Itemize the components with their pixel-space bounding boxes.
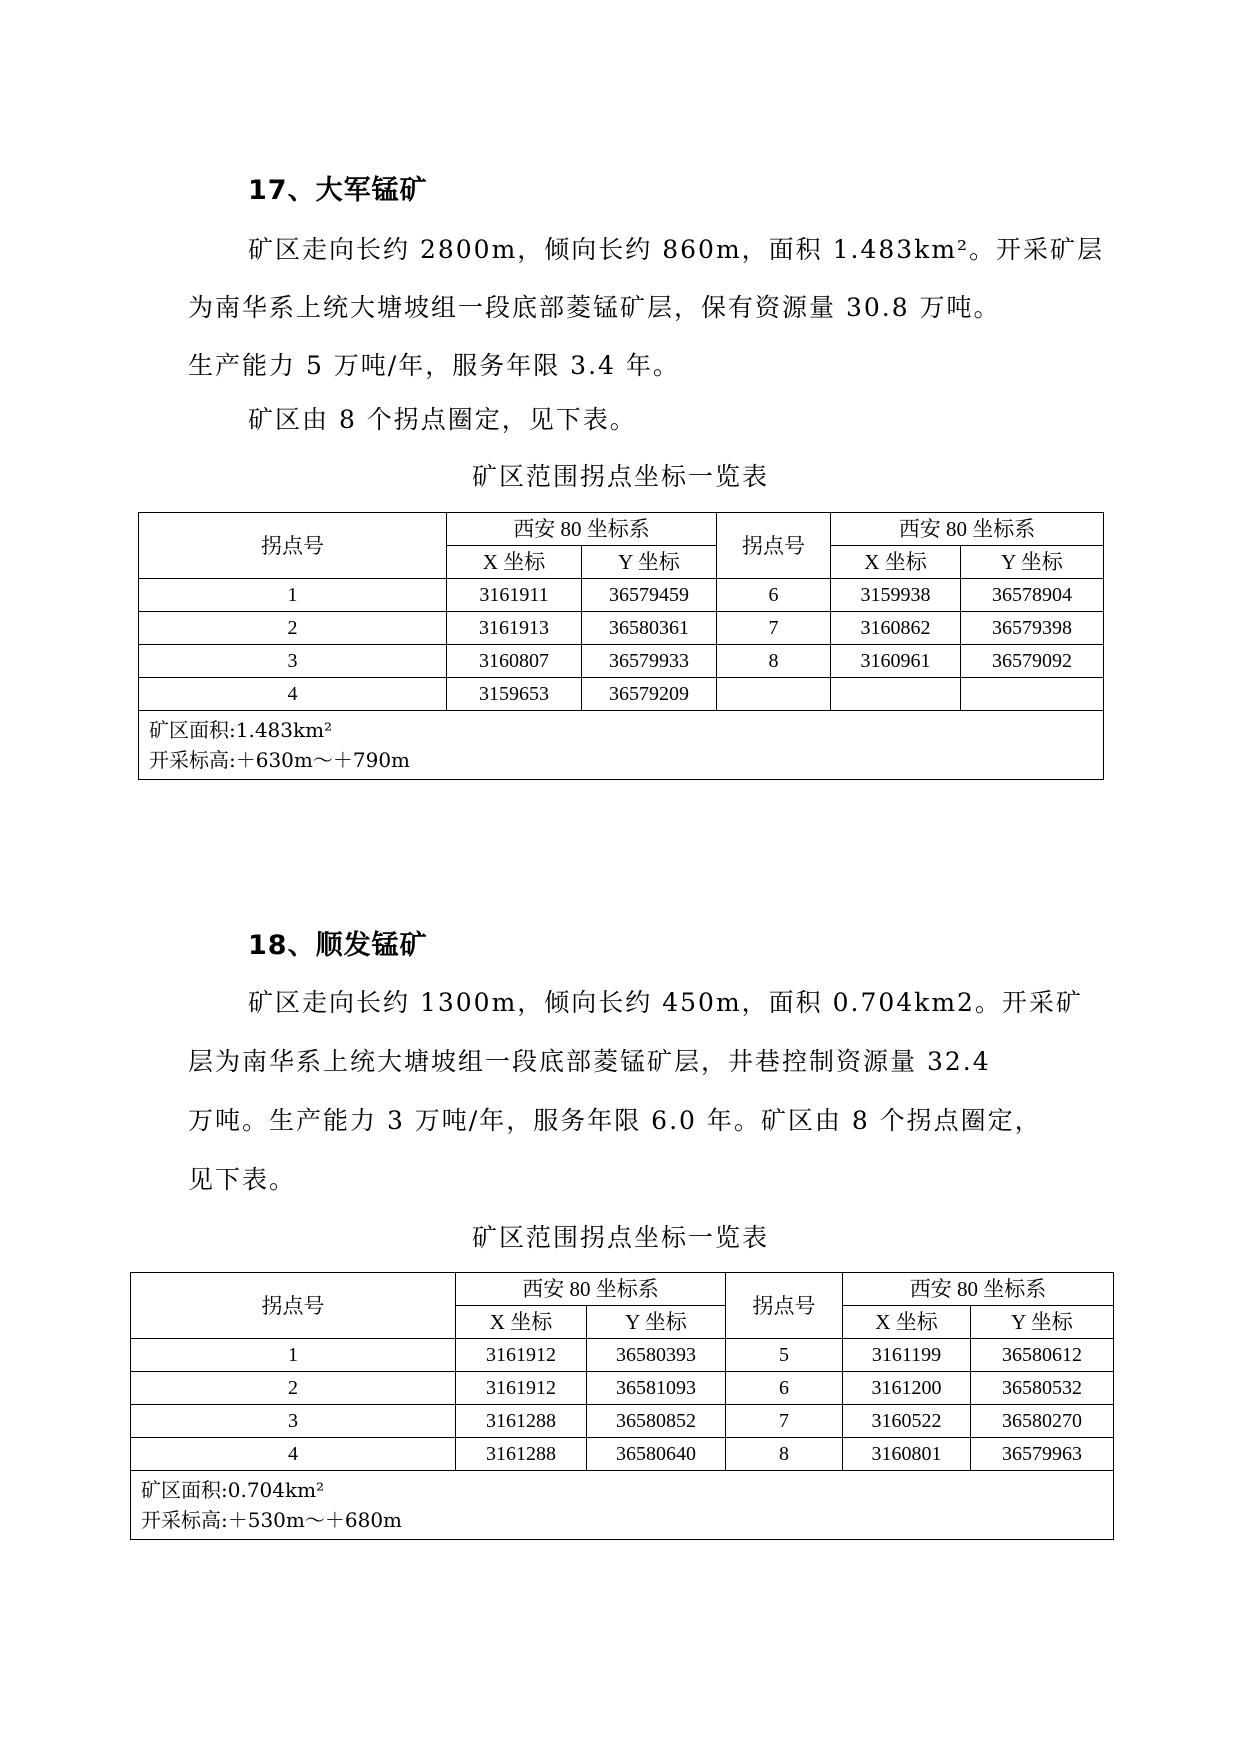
header-y: Y 坐标 <box>582 546 717 579</box>
table-row <box>131 1438 1114 1471</box>
header-point-number: 拐点号 <box>131 1273 456 1339</box>
y-value: 36578904 <box>961 579 1104 612</box>
point-number: 7 <box>726 1405 843 1438</box>
x-value: 3161912 <box>456 1339 587 1372</box>
x-value: 3161199 <box>843 1339 971 1372</box>
table-row <box>131 1405 1114 1438</box>
point-number: 3 <box>131 1405 456 1438</box>
x-value: 3159653 <box>447 678 582 711</box>
mining-area: 矿区面积:1.483km² <box>149 718 333 742</box>
header-x: X 坐标 <box>831 546 961 579</box>
header-point-number: 拐点号 <box>726 1273 843 1339</box>
y-value: 36580640 <box>587 1438 726 1471</box>
table-row <box>139 612 1104 645</box>
section-heading: 18、顺发锰矿 <box>248 930 428 961</box>
x-value: 3160862 <box>831 612 961 645</box>
point-number <box>717 678 831 711</box>
y-value: 36580532 <box>971 1372 1114 1405</box>
y-value: 36579092 <box>961 645 1104 678</box>
point-number: 6 <box>717 579 831 612</box>
y-value: 36579963 <box>971 1438 1114 1471</box>
table-note <box>131 1471 1114 1540</box>
header-y: Y 坐标 <box>971 1306 1114 1339</box>
table-note-row <box>131 1471 1114 1540</box>
point-number: 8 <box>726 1438 843 1471</box>
table-caption: 矿区范围拐点坐标一览表 <box>471 462 769 491</box>
point-number: 3 <box>139 645 447 678</box>
table-row <box>131 1372 1114 1405</box>
x-value: 3161288 <box>456 1405 587 1438</box>
x-value: 3160807 <box>447 645 582 678</box>
point-number: 8 <box>717 645 831 678</box>
table-row <box>131 1339 1114 1372</box>
header-coord-system: 西安 80 坐标系 <box>456 1273 726 1306</box>
paragraph-line: 矿区走向长约 2800m，倾向长约 860m，面积 1.483km²。开采矿层 <box>248 235 1105 264</box>
coordinate-table <box>130 1272 1114 1540</box>
point-number: 1 <box>131 1339 456 1372</box>
y-value <box>961 678 1104 711</box>
x-value <box>831 678 961 711</box>
point-number: 1 <box>139 579 447 612</box>
header-x: X 坐标 <box>456 1306 587 1339</box>
section-heading: 17、大军锰矿 <box>248 175 428 206</box>
table-row <box>139 678 1104 711</box>
y-value: 36580270 <box>971 1405 1114 1438</box>
mining-elevation: 开采标高:＋530m～＋680m <box>141 1508 403 1532</box>
table-note <box>139 711 1104 780</box>
point-number: 5 <box>726 1339 843 1372</box>
coordinate-table <box>138 512 1104 780</box>
table-header-row <box>139 513 1104 546</box>
x-value: 3160961 <box>831 645 961 678</box>
paragraph-line: 生产能力 5 万吨/年，服务年限 3.4 年。 <box>188 351 680 380</box>
y-value: 36581093 <box>587 1372 726 1405</box>
x-value: 3160522 <box>843 1405 971 1438</box>
header-y: Y 坐标 <box>961 546 1104 579</box>
x-value: 3161288 <box>456 1438 587 1471</box>
y-value: 36579459 <box>582 579 717 612</box>
y-value: 36579398 <box>961 612 1104 645</box>
y-value: 36580852 <box>587 1405 726 1438</box>
table-row <box>139 645 1104 678</box>
header-point-number: 拐点号 <box>717 513 831 579</box>
header-x: X 坐标 <box>447 546 582 579</box>
header-coord-system: 西安 80 坐标系 <box>447 513 717 546</box>
x-value: 3159938 <box>831 579 961 612</box>
header-coord-system: 西安 80 坐标系 <box>831 513 1104 546</box>
paragraph-line: 万吨。生产能力 3 万吨/年，服务年限 6.0 年。矿区由 8 个拐点圈定， <box>188 1106 1042 1135</box>
point-number: 4 <box>131 1438 456 1471</box>
paragraph-line: 见下表。 <box>188 1165 297 1194</box>
header-y: Y 坐标 <box>587 1306 726 1339</box>
point-number: 2 <box>131 1372 456 1405</box>
mining-elevation: 开采标高:＋630m～＋790m <box>149 748 411 772</box>
header-coord-system: 西安 80 坐标系 <box>843 1273 1114 1306</box>
header-point-number: 拐点号 <box>139 513 447 579</box>
header-x: X 坐标 <box>843 1306 971 1339</box>
y-value: 36580361 <box>582 612 717 645</box>
mining-area: 矿区面积:0.704km² <box>141 1478 325 1502</box>
table-note-row <box>139 711 1104 780</box>
table-header-row <box>131 1273 1114 1306</box>
paragraph-line: 矿区由 8 个拐点圈定，见下表。 <box>248 405 637 434</box>
y-value: 36580612 <box>971 1339 1114 1372</box>
y-value: 36580393 <box>587 1339 726 1372</box>
point-number: 7 <box>717 612 831 645</box>
y-value: 36579209 <box>582 678 717 711</box>
x-value: 3161200 <box>843 1372 971 1405</box>
point-number: 6 <box>726 1372 843 1405</box>
point-number: 2 <box>139 612 447 645</box>
paragraph-line: 层为南华系上统大塘坡组一段底部菱锰矿层，井巷控制资源量 32.4 <box>188 1047 991 1076</box>
paragraph-line: 为南华系上统大塘坡组一段底部菱锰矿层，保有资源量 30.8 万吨。 <box>188 293 1001 322</box>
y-value: 36579933 <box>582 645 717 678</box>
x-value: 3161911 <box>447 579 582 612</box>
table-row <box>139 579 1104 612</box>
x-value: 3160801 <box>843 1438 971 1471</box>
table-caption: 矿区范围拐点坐标一览表 <box>471 1223 769 1252</box>
x-value: 3161913 <box>447 612 582 645</box>
paragraph-line: 矿区走向长约 1300m，倾向长约 450m，面积 0.704km2。开采矿 <box>248 988 1083 1017</box>
x-value: 3161912 <box>456 1372 587 1405</box>
point-number: 4 <box>139 678 447 711</box>
